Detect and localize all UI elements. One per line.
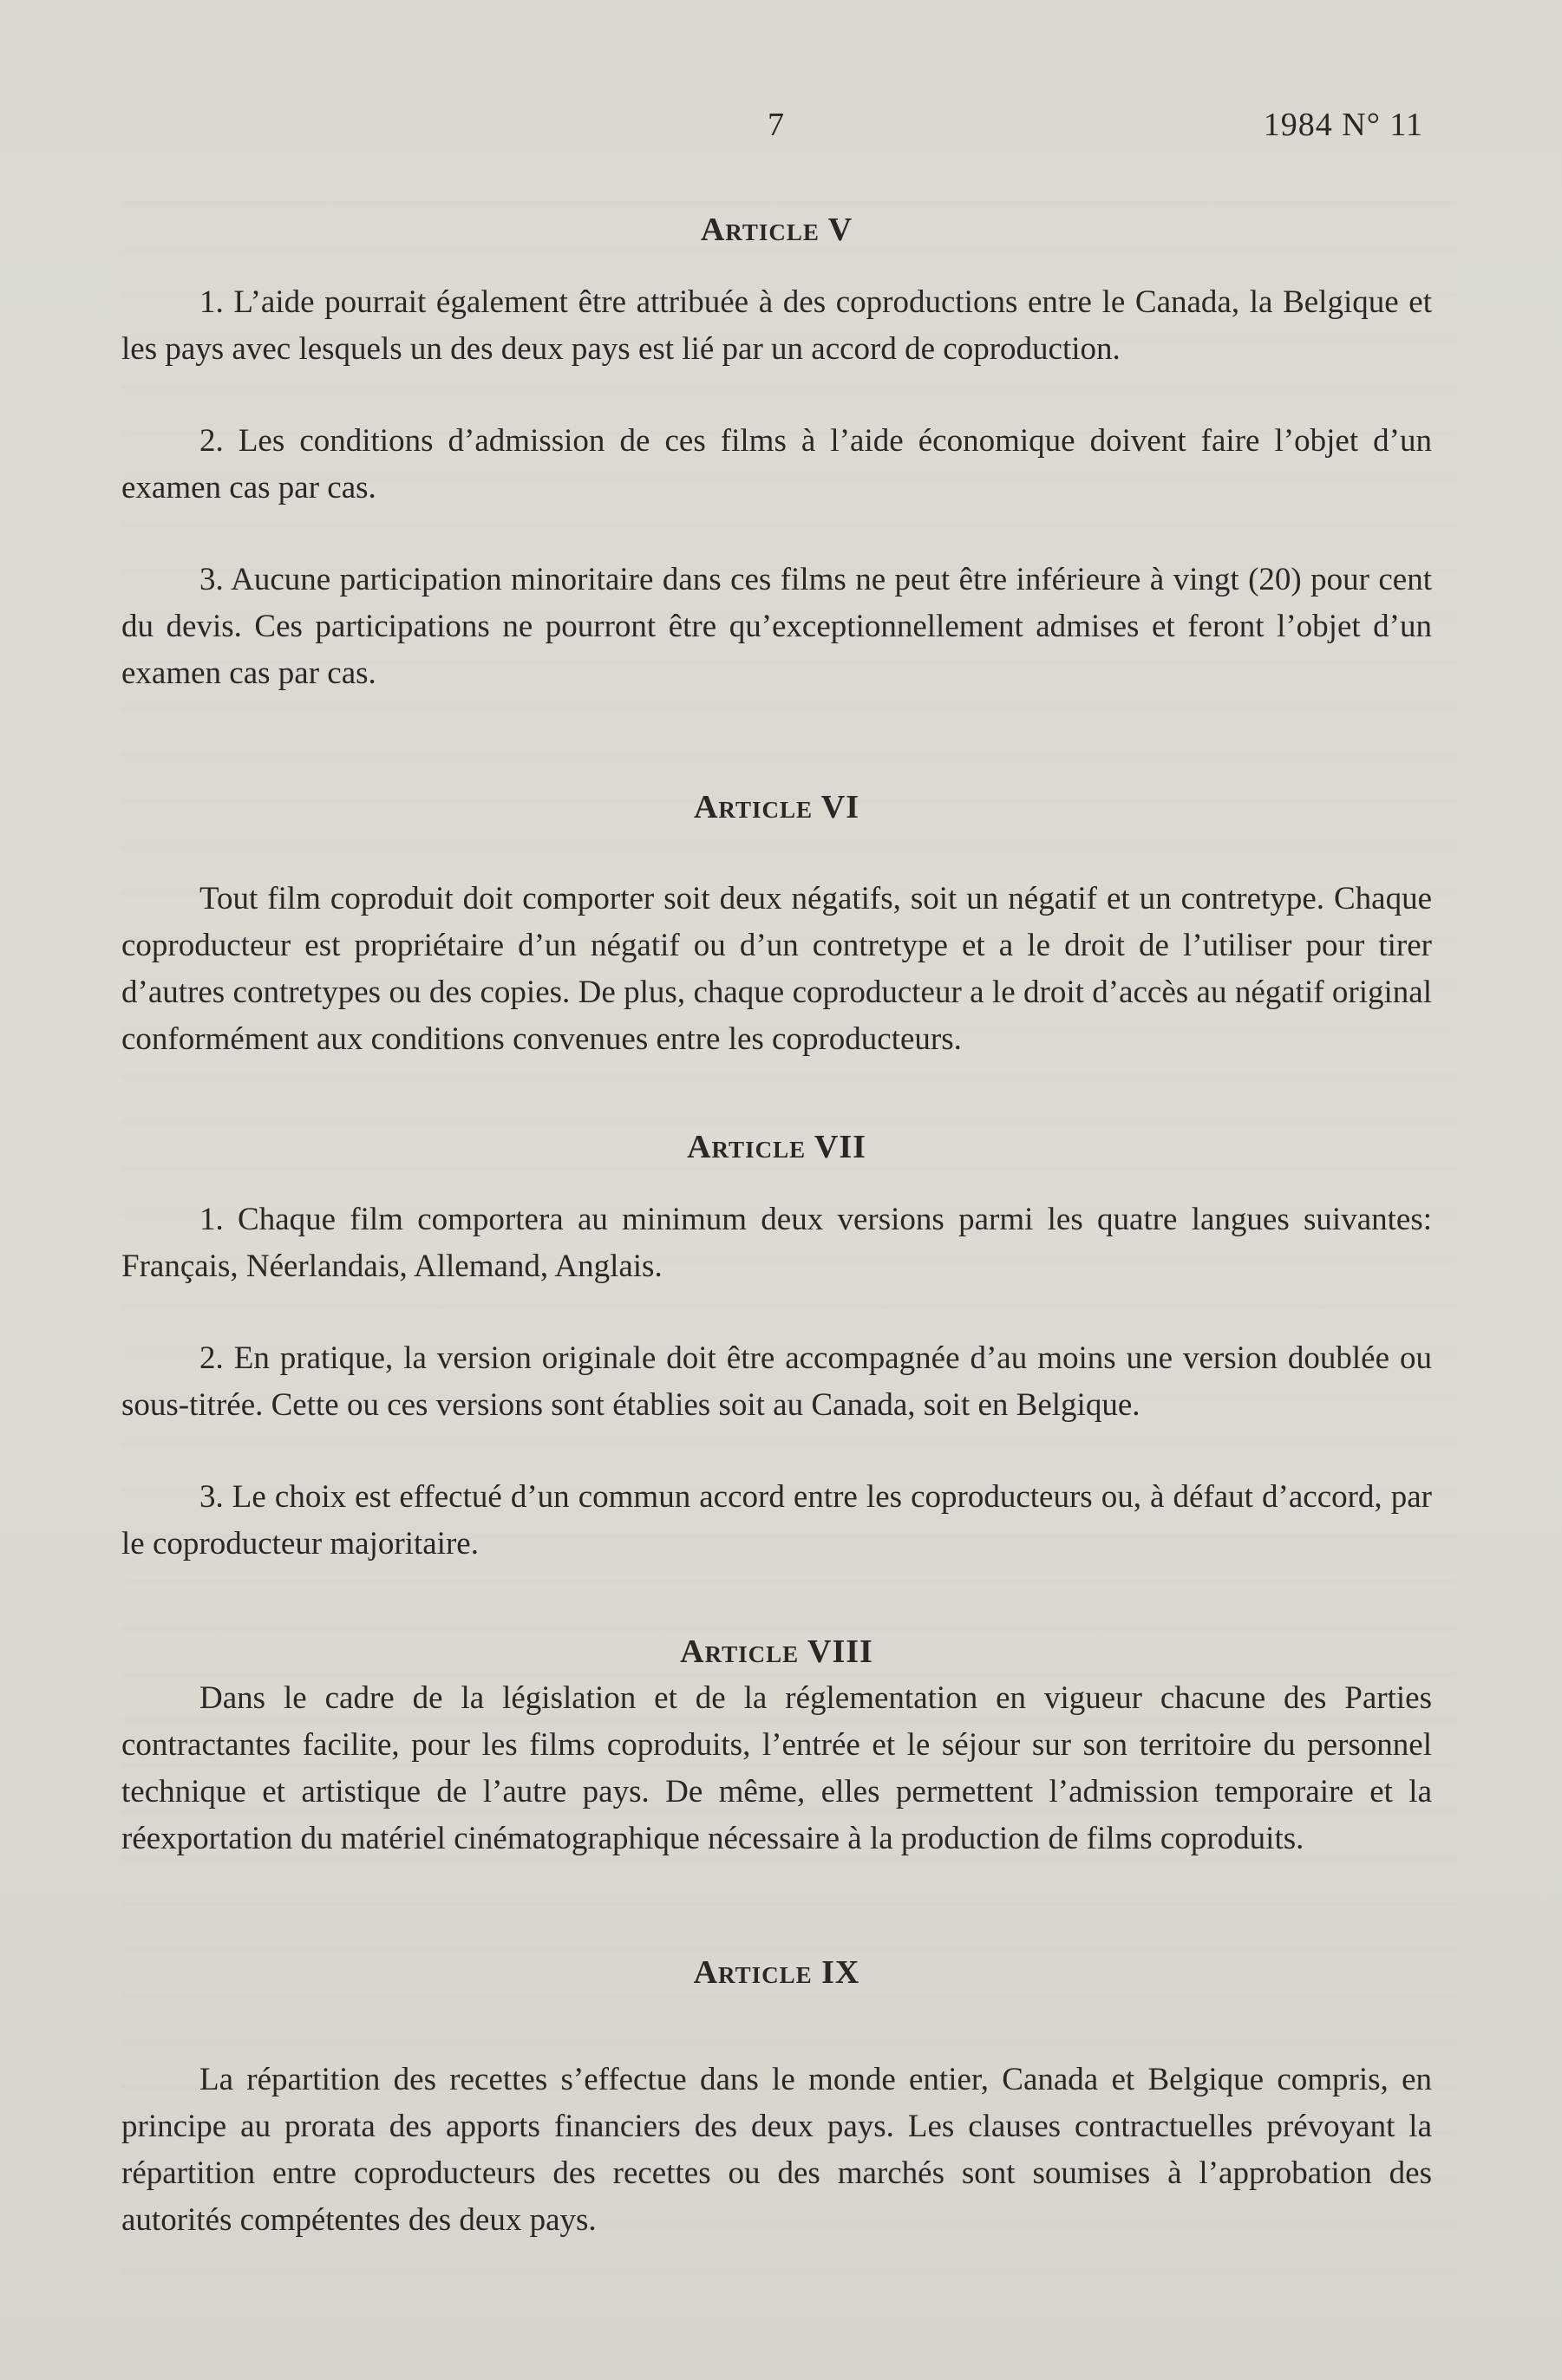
- article-vii-paragraph-2: 2. En pratique, la version originale doit être accompagnée d’au moins une version doublée ou sous-titrée. Cette ou ces versions sont établies soit au Canada, soit en Belgique.: [121, 1340, 1432, 1423]
- document-reference: 1984 N° 11: [1263, 107, 1423, 143]
- article-viii-paragraph-1: Dans le cadre de la législation et de la réglementation en vigueur chacune des Parties contractantes facilite, pour les films coproduits, l’entrée et le séjour sur son territoire du personnel technique et artistique de l’autre pays. De même, elles permettent l’admission temporaire et la réexportation du matériel cinématographique nécessaire à la production de films coproduits.: [121, 1680, 1432, 1856]
- article-v-paragraph-3: 3. Aucune participation minoritaire dans ces films ne peut être inférieure à vingt (20) pour cent du devis. Ces participations ne pourront être qu’exceptionnellement admises et feront l’objet d’un examen cas par cas.: [121, 562, 1432, 691]
- document-body: [121, 206, 1432, 2244]
- article-v-paragraph-1: 1. L’aide pourrait également être attribuée à des coproductions entre le Canada, la Belgique et les pays avec lesquels un des deux pays est lié par un accord de coproduction.: [121, 284, 1432, 367]
- article-heading-ix: Article IX: [693, 1954, 860, 1991]
- article-heading-vi: Article VI: [693, 789, 860, 825]
- article-vi-paragraph-1: Tout film coproduit doit comporter soit deux négatifs, soit un négatif et un contretype. Chaque coproducteur est propriétaire d’un négatif ou d’un contretype et a le droit de l’utiliser pour tirer d’autres contretypes ou des copies. De plus, chaque coproducteur a le droit d’accès au négatif original conformément aux conditions convenues entre les coproducteurs.: [121, 881, 1432, 1057]
- article-vii-paragraph-1: 1. Chaque film comportera au minimum deux versions parmi les quatre langues suivantes: Français, Néerlandais, Allemand, Anglais.: [121, 1202, 1432, 1284]
- article-vii-paragraph-3: 3. Le choix est effectué d’un commun accord entre les coproducteurs ou, à défaut d’accord, par le coproducteur majoritaire.: [121, 1479, 1432, 1562]
- page-number: 7: [768, 107, 784, 143]
- article-ix-paragraph-1: La répartition des recettes s’effectue dans le monde entier, Canada et Belgique compris, en principe au prorata des apports financiers des deux pays. Les clauses contractuelles prévoyant la répartition entre coproducteurs des recettes ou des marchés sont soumises à l’approbation des autorités compétentes des deux pays.: [121, 2062, 1432, 2238]
- article-heading-viii: Article VIII: [680, 1633, 873, 1670]
- article-heading-v: Article V: [700, 212, 853, 248]
- page-header: [121, 106, 1423, 149]
- article-v-paragraph-2: 2. Les conditions d’admission de ces films à l’aide économique doivent faire l’objet d’un examen cas par cas.: [121, 423, 1432, 505]
- article-heading-vii: Article VII: [687, 1129, 866, 1165]
